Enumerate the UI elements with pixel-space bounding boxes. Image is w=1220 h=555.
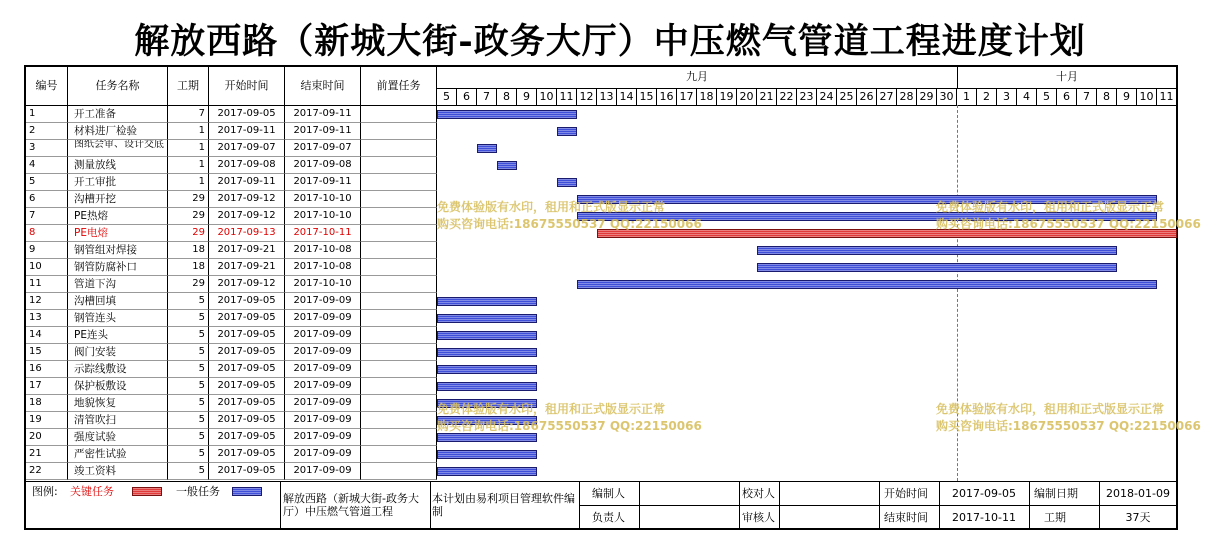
- table-row[interactable]: [26, 106, 437, 123]
- watermark-line1: 免费体验版有水印，租用和正式版显示正常: [437, 200, 666, 214]
- day-label: 24: [817, 89, 837, 105]
- cell-dur: 5: [168, 293, 209, 310]
- gantt-bar[interactable]: [477, 144, 497, 153]
- cell-dur: 7: [168, 106, 209, 123]
- cell-end: 2017-09-09: [285, 344, 361, 361]
- cell-name: 开工审批: [68, 174, 168, 191]
- footer-grid-line: [280, 481, 281, 528]
- table-row[interactable]: [26, 242, 437, 259]
- cell-dur: 29: [168, 225, 209, 242]
- cell-dur: 1: [168, 140, 209, 157]
- cell-dur: 5: [168, 310, 209, 327]
- cell-id: 6: [26, 191, 68, 208]
- day-label: 10: [1137, 89, 1157, 105]
- cell-pred: [361, 123, 437, 140]
- cell-id: 22: [26, 463, 68, 480]
- cell-id: 1: [26, 106, 68, 123]
- legend-normal-label: 一般任务: [176, 485, 220, 498]
- day-label: 12: [577, 89, 597, 105]
- cell-end: 2017-09-09: [285, 463, 361, 480]
- watermark: [936, 199, 1201, 233]
- cell-end: 2017-09-09: [285, 378, 361, 395]
- cell-end: 2017-09-07: [285, 140, 361, 157]
- cell-pred: [361, 293, 437, 310]
- watermark-line1: 免费体验版有水印，租用和正式版显示正常: [437, 402, 666, 416]
- cell-pred: [361, 242, 437, 259]
- day-label: 8: [497, 89, 517, 105]
- watermark: [936, 401, 1201, 435]
- cell-start: 2017-09-11: [209, 123, 285, 140]
- day-label: 26: [857, 89, 877, 105]
- day-label: 5: [1037, 89, 1057, 105]
- cell-start: 2017-09-21: [209, 242, 285, 259]
- cell-id: 3: [26, 140, 68, 157]
- cell-name: 严密性试验: [68, 446, 168, 463]
- table-row[interactable]: [26, 191, 437, 208]
- col-header-start[interactable]: 开始时间: [209, 67, 285, 105]
- table-row[interactable]: [26, 361, 437, 378]
- cell-name: 开工准备: [68, 106, 168, 123]
- reviewer-value: [782, 511, 877, 525]
- cell-end: 2017-09-08: [285, 157, 361, 174]
- gantt-bar[interactable]: [577, 280, 1157, 289]
- watermark: [437, 199, 702, 233]
- cell-start: 2017-09-12: [209, 191, 285, 208]
- cell-id: 14: [26, 327, 68, 344]
- cell-pred: [361, 378, 437, 395]
- cell-pred: [361, 327, 437, 344]
- cell-id: 5: [26, 174, 68, 191]
- cell-pred: [361, 191, 437, 208]
- page-title: 解放西路（新城大街-政务大厅）中压燃气管道工程进度计划: [134, 21, 1086, 62]
- cell-dur: 29: [168, 208, 209, 225]
- col-header-name[interactable]: 任务名称: [68, 67, 168, 105]
- end-label: 结束时间: [884, 511, 928, 524]
- table-row[interactable]: [26, 174, 437, 191]
- cell-start: 2017-09-05: [209, 310, 285, 327]
- start-value: 2017-09-05: [952, 487, 1016, 500]
- day-label: 30: [937, 89, 957, 105]
- cell-dur: 5: [168, 429, 209, 446]
- cell-start: 2017-09-05: [209, 463, 285, 480]
- cell-pred: [361, 259, 437, 276]
- cell-start: 2017-09-11: [209, 174, 285, 191]
- cell-end: 2017-10-10: [285, 276, 361, 293]
- day-label: 13: [597, 89, 617, 105]
- day-label: 17: [677, 89, 697, 105]
- cell-end: 2017-09-11: [285, 123, 361, 140]
- checker-value: [782, 487, 877, 501]
- day-label: 9: [517, 89, 537, 105]
- cell-id: 8: [26, 225, 68, 242]
- table-row[interactable]: [26, 293, 437, 310]
- cell-start: 2017-09-21: [209, 259, 285, 276]
- cell-name: 地貌恢复: [68, 395, 168, 412]
- gantt-bar[interactable]: [437, 110, 577, 119]
- cell-start: 2017-09-05: [209, 361, 285, 378]
- table-row[interactable]: [26, 463, 437, 480]
- cell-id: 19: [26, 412, 68, 429]
- watermark-line2: 购买咨询电话:18675550537 QQ:22150066: [936, 419, 1201, 433]
- cell-end: 2017-09-09: [285, 310, 361, 327]
- day-label: 6: [1057, 89, 1077, 105]
- cell-pred: [361, 361, 437, 378]
- cell-start: 2017-09-05: [209, 344, 285, 361]
- col-header-dur[interactable]: 工期: [168, 67, 209, 105]
- table-row[interactable]: [26, 276, 437, 293]
- table-row[interactable]: [26, 395, 437, 412]
- cell-name: 清管吹扫: [68, 412, 168, 429]
- cell-start: 2017-09-12: [209, 208, 285, 225]
- day-label: 27: [877, 89, 897, 105]
- duration-value: 37天: [1125, 511, 1151, 524]
- cell-start: 2017-09-07: [209, 140, 285, 157]
- gantt-bar[interactable]: [557, 127, 577, 136]
- footer-mid-line: [579, 505, 1176, 506]
- cell-pred: [361, 208, 437, 225]
- day-label: 16: [657, 89, 677, 105]
- end-value: 2017-10-11: [952, 511, 1016, 524]
- cell-name: 材料进厂检验: [68, 123, 168, 140]
- cell-pred: [361, 174, 437, 191]
- day-label: 23: [797, 89, 817, 105]
- gantt-bar[interactable]: [437, 297, 537, 306]
- cell-end: 2017-09-09: [285, 293, 361, 310]
- cell-start: 2017-09-05: [209, 106, 285, 123]
- cell-start: 2017-09-08: [209, 157, 285, 174]
- cell-id: 9: [26, 242, 68, 259]
- day-label: 20: [737, 89, 757, 105]
- table-row[interactable]: [26, 140, 437, 157]
- watermark-line1: 免费体验版有水印，租用和正式版显示正常: [936, 402, 1165, 416]
- cell-pred: [361, 446, 437, 463]
- gantt-bar[interactable]: [557, 178, 577, 187]
- legend-label: 图例:: [32, 485, 58, 498]
- table-row[interactable]: [26, 208, 437, 225]
- cell-name: 保护板敷设: [68, 378, 168, 395]
- footer-grid-line: [1176, 481, 1177, 528]
- gantt-bar[interactable]: [437, 348, 537, 357]
- cell-id: 21: [26, 446, 68, 463]
- cell-start: 2017-09-05: [209, 429, 285, 446]
- cell-start: 2017-09-05: [209, 395, 285, 412]
- cell-id: 16: [26, 361, 68, 378]
- cell-id: 13: [26, 310, 68, 327]
- day-label: 8: [1097, 89, 1117, 105]
- cell-start: 2017-09-13: [209, 225, 285, 242]
- day-label: 21: [757, 89, 777, 105]
- day-label: 1: [957, 89, 977, 105]
- month-label-oct: 十月: [1056, 70, 1078, 83]
- day-label: 10: [537, 89, 557, 105]
- table-row[interactable]: [26, 429, 437, 446]
- cell-dur: 5: [168, 446, 209, 463]
- cell-id: 11: [26, 276, 68, 293]
- cell-end: 2017-09-09: [285, 327, 361, 344]
- table-row[interactable]: [26, 446, 437, 463]
- cell-name: PE连头: [68, 327, 168, 344]
- day-label: 28: [897, 89, 917, 105]
- table-row[interactable]: [26, 412, 437, 429]
- compiler-label: 编制人: [592, 487, 625, 500]
- table-row[interactable]: [26, 157, 437, 174]
- cell-name: 测量放线: [68, 157, 168, 174]
- watermark: [437, 401, 702, 435]
- footer-divider: [26, 481, 1176, 482]
- cell-start: 2017-09-05: [209, 378, 285, 395]
- cell-pred: [361, 395, 437, 412]
- cell-name: 阀门安装: [68, 344, 168, 361]
- cell-name: 沟槽开挖: [68, 191, 168, 208]
- col-header-pred[interactable]: 前置任务: [361, 67, 437, 105]
- watermark-line2: 购买咨询电话:18675550537 QQ:22150066: [437, 217, 702, 231]
- cell-dur: 18: [168, 242, 209, 259]
- cell-end: 2017-10-08: [285, 259, 361, 276]
- date-label: 编制日期: [1034, 487, 1078, 500]
- start-label: 开始时间: [884, 487, 928, 500]
- cell-end: 2017-09-09: [285, 361, 361, 378]
- cell-pred: [361, 310, 437, 327]
- cell-id: 10: [26, 259, 68, 276]
- legend-critical-swatch: [132, 487, 162, 496]
- software-note: 本计划由易利项目管理软件编制: [432, 492, 575, 518]
- legend-normal-swatch: [232, 487, 262, 496]
- cell-id: 15: [26, 344, 68, 361]
- cell-id: 4: [26, 157, 68, 174]
- cell-end: 2017-09-09: [285, 395, 361, 412]
- day-label: 7: [477, 89, 497, 105]
- watermark-line1: 免费体验版有水印，租用和正式版显示正常: [936, 200, 1165, 214]
- cell-pred: [361, 157, 437, 174]
- cell-name: 钢管防腐补口: [68, 259, 168, 276]
- cell-pred: [361, 429, 437, 446]
- gantt-frame: [24, 65, 1201, 530]
- cell-dur: 18: [168, 259, 209, 276]
- owner-value: [642, 511, 737, 525]
- cell-name: 示踪线敷设: [68, 361, 168, 378]
- month-label-sep: 九月: [686, 70, 708, 83]
- cell-start: 2017-09-05: [209, 412, 285, 429]
- day-label: 9: [1117, 89, 1137, 105]
- cell-end: 2017-10-08: [285, 242, 361, 259]
- cell-end: 2017-10-10: [285, 191, 361, 208]
- day-label: 6: [457, 89, 477, 105]
- day-label: 3: [997, 89, 1017, 105]
- cell-end: 2017-09-11: [285, 174, 361, 191]
- table-row[interactable]: [26, 310, 437, 327]
- cell-id: 17: [26, 378, 68, 395]
- day-label: 19: [717, 89, 737, 105]
- cell-pred: [361, 140, 437, 157]
- cell-start: 2017-09-05: [209, 446, 285, 463]
- day-label: 14: [617, 89, 637, 105]
- cell-name: 钢管连头: [68, 310, 168, 327]
- cell-dur: 5: [168, 412, 209, 429]
- cell-pred: [361, 344, 437, 361]
- project-name: 解放西路（新城大街-政务大厅）中压燃气管道工程: [283, 492, 419, 518]
- cell-name: 沟槽回填: [68, 293, 168, 310]
- cell-start: 2017-09-12: [209, 276, 285, 293]
- gantt-bar[interactable]: [437, 382, 537, 391]
- checker-label: 校对人: [742, 487, 775, 500]
- day-label: 11: [557, 89, 577, 105]
- cell-end: 2017-09-09: [285, 429, 361, 446]
- table-row[interactable]: [26, 327, 437, 344]
- cell-dur: 1: [168, 123, 209, 140]
- table-row[interactable]: [26, 123, 437, 140]
- day-label: 7: [1077, 89, 1097, 105]
- cell-id: 12: [26, 293, 68, 310]
- cell-dur: 5: [168, 463, 209, 480]
- cell-name: 图纸会审、设计交底: [68, 140, 168, 157]
- month-separator: [957, 67, 958, 88]
- day-label: 2: [977, 89, 997, 105]
- legend-critical-label: 关键任务: [70, 485, 114, 498]
- gantt-bar[interactable]: [437, 314, 537, 323]
- day-label: 25: [837, 89, 857, 105]
- cell-dur: 5: [168, 378, 209, 395]
- cell-end: 2017-09-09: [285, 412, 361, 429]
- cell-dur: 5: [168, 361, 209, 378]
- date-value: 2018-01-09: [1106, 487, 1170, 500]
- gantt-bar[interactable]: [437, 450, 537, 459]
- col-header-end[interactable]: 结束时间: [285, 67, 361, 105]
- table-row[interactable]: [26, 259, 437, 276]
- cell-end: 2017-10-10: [285, 208, 361, 225]
- gantt-bar[interactable]: [437, 467, 537, 476]
- cell-end: 2017-09-11: [285, 106, 361, 123]
- cell-name: 竣工资料: [68, 463, 168, 480]
- gantt-bar[interactable]: [497, 161, 517, 170]
- cell-dur: 1: [168, 157, 209, 174]
- cell-start: 2017-09-05: [209, 293, 285, 310]
- cell-pred: [361, 412, 437, 429]
- day-label: 5: [437, 89, 457, 105]
- watermark-line2: 购买咨询电话:18675550537 QQ:22150066: [437, 419, 702, 433]
- col-header-id[interactable]: 编号: [26, 67, 68, 105]
- footer-grid-line: [430, 481, 431, 528]
- reviewer-label: 审核人: [742, 511, 775, 524]
- cell-end: 2017-09-09: [285, 446, 361, 463]
- cell-dur: 5: [168, 327, 209, 344]
- compiler-value: [642, 487, 737, 501]
- day-label: 29: [917, 89, 937, 105]
- cell-name: PE电熔: [68, 225, 168, 242]
- cell-dur: 5: [168, 344, 209, 361]
- watermark-line2: 购买咨询电话:18675550537 QQ:22150066: [936, 217, 1201, 231]
- cell-dur: 29: [168, 276, 209, 293]
- day-label: 22: [777, 89, 797, 105]
- cell-id: 7: [26, 208, 68, 225]
- cell-dur: 1: [168, 174, 209, 191]
- cell-pred: [361, 276, 437, 293]
- cell-pred: [361, 106, 437, 123]
- day-label: 18: [697, 89, 717, 105]
- cell-name: 强度试验: [68, 429, 168, 446]
- cell-dur: 5: [168, 395, 209, 412]
- cell-start: 2017-09-05: [209, 327, 285, 344]
- cell-id: 20: [26, 429, 68, 446]
- gantt-bar[interactable]: [437, 331, 537, 340]
- gantt-bar[interactable]: [437, 365, 537, 374]
- gantt-bar[interactable]: [757, 246, 1117, 255]
- table-row[interactable]: [26, 344, 437, 361]
- table-row[interactable]: [26, 225, 437, 242]
- cell-id: 18: [26, 395, 68, 412]
- cell-name: PE热熔: [68, 208, 168, 225]
- cell-name: 钢管组对焊接: [68, 242, 168, 259]
- cell-id: 2: [26, 123, 68, 140]
- owner-label: 负责人: [592, 511, 625, 524]
- cell-dur: 29: [168, 191, 209, 208]
- day-label: 11: [1157, 89, 1177, 105]
- cell-name: 管道下沟: [68, 276, 168, 293]
- cell-pred: [361, 225, 437, 242]
- day-label: 15: [637, 89, 657, 105]
- duration-label: 工期: [1044, 511, 1066, 524]
- day-label: 4: [1017, 89, 1037, 105]
- cell-end: 2017-10-11: [285, 225, 361, 242]
- gantt-bar[interactable]: [757, 263, 1117, 272]
- cell-pred: [361, 463, 437, 480]
- table-row[interactable]: [26, 378, 437, 395]
